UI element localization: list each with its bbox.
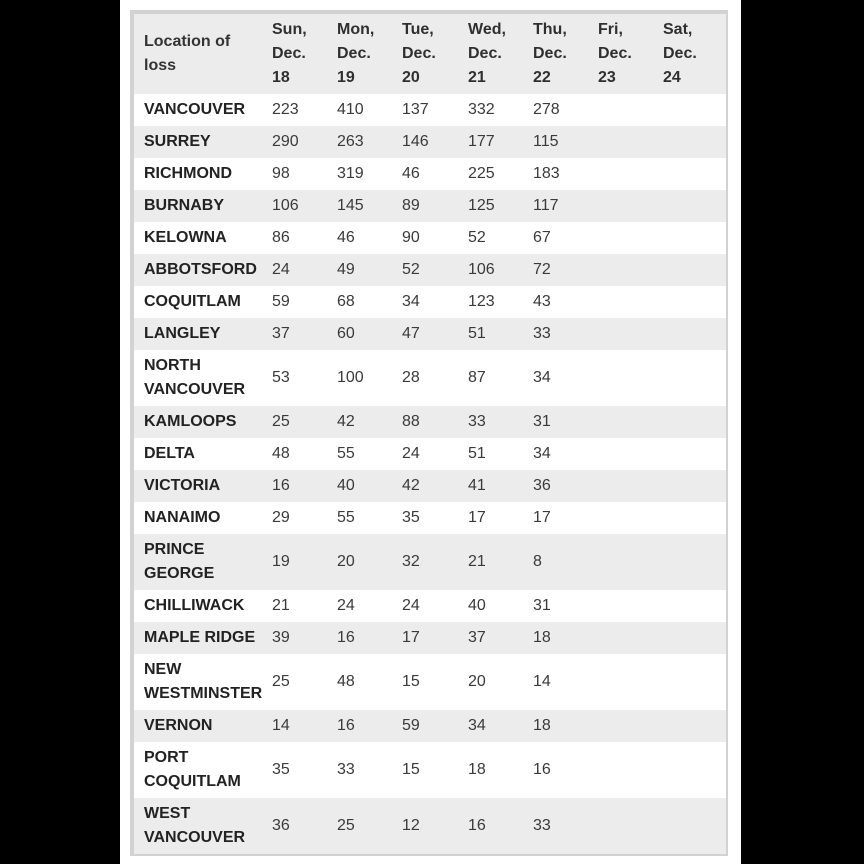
location-cell	[134, 158, 270, 190]
table-row	[134, 470, 726, 502]
value-cell: 263	[335, 126, 400, 158]
value-cell	[596, 798, 661, 854]
location-cell	[134, 654, 270, 710]
day-date: 22	[533, 69, 551, 86]
value-cell	[661, 502, 726, 534]
value-cell	[596, 534, 661, 590]
value-cell: 278	[531, 94, 596, 126]
table-body	[134, 94, 726, 854]
location-name-line: PORT	[144, 749, 189, 766]
value-cell: 16	[335, 622, 400, 654]
value-cell: 35	[400, 502, 466, 534]
value-cell: 25	[270, 406, 335, 438]
value-cell: 36	[531, 470, 596, 502]
value-cell: 117	[531, 190, 596, 222]
value-cell: 24	[400, 590, 466, 622]
table-row	[134, 534, 726, 590]
value-cell	[596, 502, 661, 534]
location-name-line: ABBOTSFORD	[144, 261, 257, 278]
value-cell	[661, 470, 726, 502]
table-row	[134, 590, 726, 622]
location-cell	[134, 126, 270, 158]
value-cell	[661, 798, 726, 854]
value-cell	[661, 190, 726, 222]
day-month: Dec.	[468, 45, 502, 62]
column-header-day	[400, 14, 466, 94]
value-cell	[661, 590, 726, 622]
value-cell	[596, 158, 661, 190]
value-cell: 15	[400, 654, 466, 710]
value-cell: 410	[335, 94, 400, 126]
value-cell: 24	[270, 254, 335, 286]
value-cell	[596, 590, 661, 622]
location-cell	[134, 254, 270, 286]
column-header-day	[335, 14, 400, 94]
location-name-line: VANCOUVER	[144, 381, 246, 398]
column-header-day	[596, 14, 661, 94]
day-name: Mon,	[337, 21, 375, 38]
value-cell: 290	[270, 126, 335, 158]
location-name-line: NANAIMO	[144, 509, 221, 526]
value-cell: 68	[335, 286, 400, 318]
day-month: Dec.	[402, 45, 436, 62]
location-name-line: VERNON	[144, 717, 213, 734]
value-cell: 183	[531, 158, 596, 190]
location-name-line: CHILLIWACK	[144, 597, 245, 614]
value-cell	[596, 406, 661, 438]
day-month: Dec.	[598, 45, 632, 62]
table-row	[134, 222, 726, 254]
table-row	[134, 94, 726, 126]
table-row	[134, 126, 726, 158]
value-cell: 21	[466, 534, 531, 590]
value-cell: 14	[270, 710, 335, 742]
value-cell	[661, 158, 726, 190]
value-cell: 177	[466, 126, 531, 158]
day-name: Tue,	[402, 21, 434, 38]
column-header-location	[134, 14, 270, 94]
value-cell: 18	[531, 622, 596, 654]
value-cell	[661, 622, 726, 654]
value-cell: 225	[466, 158, 531, 190]
location-name-line: NORTH	[144, 357, 201, 374]
table-row	[134, 622, 726, 654]
value-cell	[661, 254, 726, 286]
value-cell: 40	[335, 470, 400, 502]
value-cell: 106	[270, 190, 335, 222]
value-cell	[596, 742, 661, 798]
value-cell	[596, 470, 661, 502]
value-cell: 17	[466, 502, 531, 534]
location-name-line: VICTORIA	[144, 477, 221, 494]
value-cell: 20	[466, 654, 531, 710]
location-cell	[134, 742, 270, 798]
value-cell: 86	[270, 222, 335, 254]
header-location-line: loss	[144, 57, 177, 74]
table-row	[134, 406, 726, 438]
value-cell	[596, 710, 661, 742]
location-name-line: BURNABY	[144, 197, 224, 214]
value-cell: 17	[531, 502, 596, 534]
table-row	[134, 742, 726, 798]
value-cell: 48	[335, 654, 400, 710]
value-cell: 52	[400, 254, 466, 286]
value-cell: 106	[466, 254, 531, 286]
value-cell	[596, 438, 661, 470]
value-cell: 25	[335, 798, 400, 854]
day-name: Sun,	[272, 21, 307, 38]
day-name: Thu,	[533, 21, 567, 38]
value-cell: 59	[270, 286, 335, 318]
value-cell: 53	[270, 350, 335, 406]
location-cell	[134, 470, 270, 502]
value-cell: 17	[400, 622, 466, 654]
value-cell: 16	[270, 470, 335, 502]
value-cell	[661, 94, 726, 126]
value-cell: 34	[400, 286, 466, 318]
day-name: Fri,	[598, 21, 623, 38]
location-name-line: RICHMOND	[144, 165, 232, 182]
value-cell: 37	[270, 318, 335, 350]
location-name-line: GEORGE	[144, 565, 215, 582]
loss-table	[134, 14, 726, 854]
value-cell: 29	[270, 502, 335, 534]
value-cell: 332	[466, 94, 531, 126]
location-name-line: PRINCE	[144, 541, 205, 558]
value-cell: 49	[335, 254, 400, 286]
value-cell: 59	[400, 710, 466, 742]
day-month: Dec.	[663, 45, 697, 62]
day-date: 21	[468, 69, 486, 86]
value-cell: 34	[466, 710, 531, 742]
location-cell	[134, 622, 270, 654]
location-name-line: VANCOUVER	[144, 101, 246, 118]
value-cell: 40	[466, 590, 531, 622]
location-cell	[134, 222, 270, 254]
value-cell	[596, 350, 661, 406]
table-row	[134, 350, 726, 406]
value-cell	[596, 622, 661, 654]
value-cell: 115	[531, 126, 596, 158]
value-cell: 43	[531, 286, 596, 318]
table-row	[134, 502, 726, 534]
location-cell	[134, 190, 270, 222]
value-cell	[661, 438, 726, 470]
value-cell: 20	[335, 534, 400, 590]
table-row	[134, 286, 726, 318]
value-cell: 60	[335, 318, 400, 350]
value-cell: 72	[531, 254, 596, 286]
location-cell	[134, 798, 270, 854]
value-cell: 28	[400, 350, 466, 406]
value-cell	[596, 318, 661, 350]
value-cell: 16	[466, 798, 531, 854]
value-cell	[661, 654, 726, 710]
value-cell: 137	[400, 94, 466, 126]
day-date: 23	[598, 69, 616, 86]
value-cell: 88	[400, 406, 466, 438]
value-cell: 42	[400, 470, 466, 502]
table-row	[134, 798, 726, 854]
value-cell	[661, 406, 726, 438]
value-cell: 34	[531, 350, 596, 406]
value-cell	[661, 350, 726, 406]
value-cell: 146	[400, 126, 466, 158]
location-name-line: DELTA	[144, 445, 195, 462]
value-cell: 87	[466, 350, 531, 406]
value-cell: 33	[531, 318, 596, 350]
column-header-day	[466, 14, 531, 94]
value-cell: 12	[400, 798, 466, 854]
value-cell: 55	[335, 438, 400, 470]
value-cell: 51	[466, 318, 531, 350]
value-cell	[661, 126, 726, 158]
value-cell: 39	[270, 622, 335, 654]
location-name-line: WEST	[144, 805, 191, 822]
day-date: 19	[337, 69, 355, 86]
value-cell: 21	[270, 590, 335, 622]
location-cell	[134, 94, 270, 126]
value-cell: 8	[531, 534, 596, 590]
value-cell: 16	[531, 742, 596, 798]
value-cell: 55	[335, 502, 400, 534]
location-name-line: VANCOUVER	[144, 829, 246, 846]
value-cell: 46	[335, 222, 400, 254]
location-name-line: LANGLEY	[144, 325, 221, 342]
value-cell: 33	[531, 798, 596, 854]
location-name-line: COQUITLAM	[144, 773, 241, 790]
day-month: Dec.	[337, 45, 371, 62]
table-row	[134, 318, 726, 350]
value-cell: 125	[466, 190, 531, 222]
value-cell: 31	[531, 406, 596, 438]
value-cell: 34	[531, 438, 596, 470]
location-cell	[134, 406, 270, 438]
value-cell: 33	[335, 742, 400, 798]
value-cell: 19	[270, 534, 335, 590]
value-cell	[596, 254, 661, 286]
location-name-line: COQUITLAM	[144, 293, 241, 310]
location-cell	[134, 318, 270, 350]
value-cell	[661, 710, 726, 742]
value-cell	[596, 190, 661, 222]
value-cell: 89	[400, 190, 466, 222]
column-header-day	[270, 14, 335, 94]
location-cell	[134, 438, 270, 470]
value-cell	[661, 286, 726, 318]
value-cell	[596, 94, 661, 126]
column-header-day	[531, 14, 596, 94]
value-cell: 90	[400, 222, 466, 254]
column-header-day	[661, 14, 726, 94]
location-name-line: MAPLE RIDGE	[144, 629, 256, 646]
value-cell: 52	[466, 222, 531, 254]
header-row	[134, 14, 726, 94]
value-cell: 36	[270, 798, 335, 854]
value-cell: 67	[531, 222, 596, 254]
value-cell: 32	[400, 534, 466, 590]
location-name-line: WESTMINSTER	[144, 685, 263, 702]
value-cell: 145	[335, 190, 400, 222]
value-cell	[596, 286, 661, 318]
value-cell: 100	[335, 350, 400, 406]
day-date: 18	[272, 69, 290, 86]
value-cell: 98	[270, 158, 335, 190]
value-cell: 18	[466, 742, 531, 798]
value-cell	[661, 742, 726, 798]
day-date: 20	[402, 69, 420, 86]
location-cell	[134, 534, 270, 590]
value-cell: 15	[400, 742, 466, 798]
value-cell: 42	[335, 406, 400, 438]
value-cell: 223	[270, 94, 335, 126]
value-cell: 16	[335, 710, 400, 742]
location-cell	[134, 350, 270, 406]
value-cell	[596, 126, 661, 158]
value-cell: 46	[400, 158, 466, 190]
value-cell: 14	[531, 654, 596, 710]
day-date: 24	[663, 69, 681, 86]
value-cell: 33	[466, 406, 531, 438]
header-location-line: Location of	[144, 33, 231, 50]
day-month: Dec.	[272, 45, 306, 62]
value-cell: 51	[466, 438, 531, 470]
value-cell: 48	[270, 438, 335, 470]
table-row	[134, 438, 726, 470]
value-cell	[596, 654, 661, 710]
location-name-line: NEW	[144, 661, 182, 678]
value-cell: 319	[335, 158, 400, 190]
location-cell	[134, 590, 270, 622]
location-cell	[134, 710, 270, 742]
table-row	[134, 254, 726, 286]
value-cell: 24	[400, 438, 466, 470]
table-row	[134, 710, 726, 742]
value-cell: 18	[531, 710, 596, 742]
location-cell	[134, 286, 270, 318]
value-cell	[661, 222, 726, 254]
value-cell: 47	[400, 318, 466, 350]
value-cell: 37	[466, 622, 531, 654]
location-name-line: KELOWNA	[144, 229, 227, 246]
table-row	[134, 190, 726, 222]
value-cell	[661, 534, 726, 590]
location-name-line: KAMLOOPS	[144, 413, 237, 430]
day-month: Dec.	[533, 45, 567, 62]
location-cell	[134, 502, 270, 534]
day-name: Wed,	[468, 21, 506, 38]
table-row	[134, 158, 726, 190]
value-cell: 25	[270, 654, 335, 710]
value-cell: 31	[531, 590, 596, 622]
value-cell: 35	[270, 742, 335, 798]
value-cell	[596, 222, 661, 254]
location-name-line: SURREY	[144, 133, 211, 150]
table-row	[134, 654, 726, 710]
value-cell: 41	[466, 470, 531, 502]
day-name: Sat,	[663, 21, 693, 38]
value-cell: 24	[335, 590, 400, 622]
value-cell	[661, 318, 726, 350]
value-cell: 123	[466, 286, 531, 318]
